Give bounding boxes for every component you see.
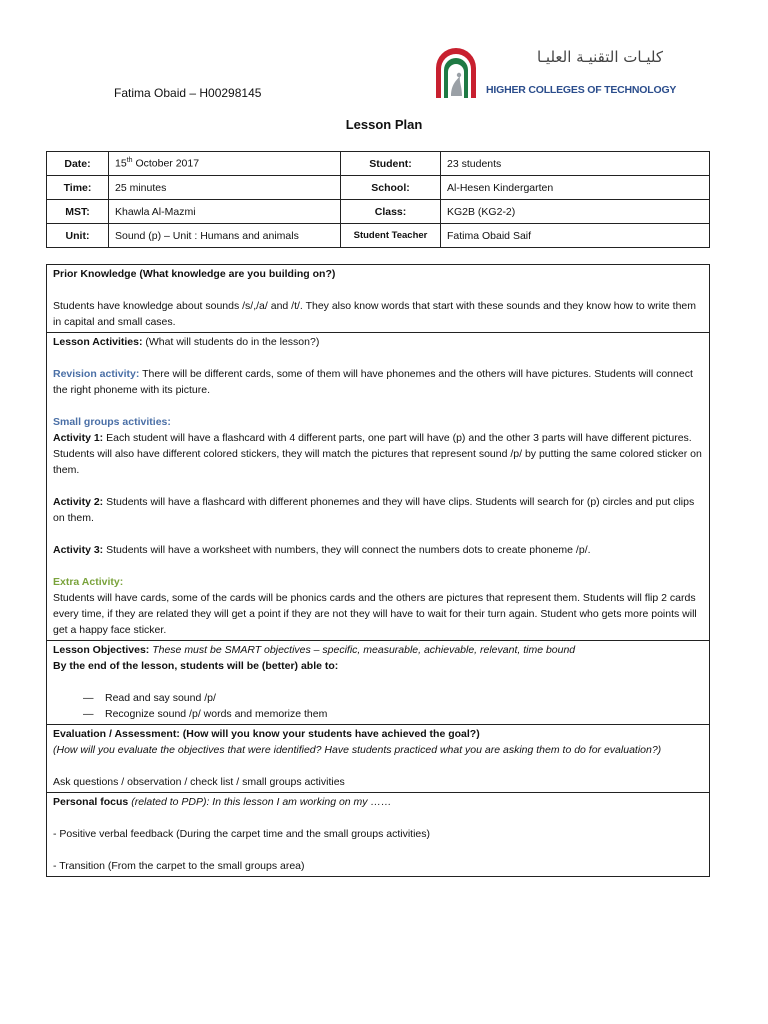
school-label: School: — [341, 176, 441, 200]
class-label: Class: — [341, 200, 441, 224]
evaluation-note: (How will you evaluate the objectives that were identified? Have students practiced what you are asking them to do for evaluation?) — [53, 744, 662, 756]
activity-2 — [53, 494, 703, 526]
objectives-intro: By the end of the lesson, students will be (better) able to: — [53, 660, 339, 672]
objective-text: Recognize sound /p/ words and memorize them — [105, 708, 328, 720]
class-value: KG2B (KG2-2) — [441, 200, 710, 224]
lesson-info-table — [46, 151, 710, 248]
date-rest: October 2017 — [132, 157, 200, 170]
page-title: Lesson Plan — [345, 117, 423, 132]
activity-3 — [53, 542, 703, 558]
logo-arabic-text: كليـات التقنيـة العليـا — [536, 48, 663, 66]
date-day: 15 — [115, 157, 127, 170]
time-value: 25 minutes — [109, 176, 341, 200]
unit-label: Unit: — [47, 224, 109, 248]
date-label: Date: — [47, 152, 109, 176]
list-item — [83, 690, 703, 706]
mst-label: MST: — [47, 200, 109, 224]
lesson-objectives-section — [46, 641, 710, 725]
activity-2-text: Students will have a flashcard with different phonemes and they will have clips. Students will search for (p) circles and put clips on them. — [53, 496, 695, 524]
objectives-heading: Lesson Objectives: — [53, 644, 150, 656]
date-value — [109, 152, 341, 176]
list-item — [83, 706, 703, 722]
dash-bullet: — — [83, 708, 94, 720]
lesson-activities-section — [46, 333, 710, 641]
author-name: Fatima Obaid – H00298145 — [114, 86, 262, 100]
personal-focus-section — [46, 793, 710, 877]
personal-item-1: - Positive verbal feedback (During the carpet time and the small groups activities) — [53, 828, 431, 840]
evaluation-heading: Evaluation / Assessment: (How will you know your students have achieved the goal?) — [53, 728, 480, 740]
student-value: 23 students — [441, 152, 710, 176]
info-row-unit — [47, 224, 710, 248]
logo-english-text: HIGHER COLLEGES OF TECHNOLOGY — [486, 84, 677, 96]
activity-3-label: Activity 3: — [53, 544, 104, 556]
extra-activity-label: Extra Activity: — [53, 576, 124, 588]
objectives-list — [53, 690, 703, 722]
time-label: Time: — [47, 176, 109, 200]
date-suffix: th — [126, 157, 133, 165]
activity-3-text: Students will have a worksheet with numbers, they will connect the numbers dots to create phoneme /p/. — [103, 544, 591, 556]
activity-2-label: Activity 2: — [53, 496, 104, 508]
objectives-note: These must be SMART objectives – specific, measurable, achievable, relevant, time bound — [149, 644, 576, 656]
lesson-plan-body — [46, 264, 710, 877]
info-row-time — [47, 176, 710, 200]
personal-heading: Personal focus — [53, 796, 129, 808]
student-teacher-value: Fatima Obaid Saif — [441, 224, 710, 248]
prior-text: Students have knowledge about sounds /s/,/a/ and /t/. They also know words that start with these sounds and they know how to write them in capital and small cases. — [53, 300, 697, 328]
prior-question: (What knowledge are you building on?) — [136, 268, 336, 280]
mst-value: Khawla Al-Mazmi — [109, 200, 341, 224]
personal-item-2: - Transition (From the carpet to the small groups area) — [53, 860, 305, 872]
revision-label: Revision activity: — [53, 368, 140, 380]
activity-1 — [53, 430, 703, 478]
evaluation-text: Ask questions / observation / check list / small groups activities — [53, 776, 345, 788]
revision-activity — [53, 366, 703, 398]
student-teacher-label: Student Teacher — [341, 224, 441, 248]
info-row-date — [47, 152, 710, 176]
school-value: Al-Hesen Kindergarten — [441, 176, 710, 200]
evaluation-section — [46, 725, 710, 793]
hct-emblem-icon — [433, 46, 479, 100]
personal-note: (related to PDP): In this lesson I am working on my …… — [128, 796, 392, 808]
prior-knowledge-section — [46, 264, 710, 333]
prior-heading: Prior Knowledge — [53, 268, 137, 280]
hct-logo — [433, 46, 677, 102]
activity-1-text: Each student will have a flashcard with 4 different parts, one part will have (p) and the other 3 parts will have different pictures. Students will also have different colored stickers, they will match the pictures that represent sound /p/ by putting the same colored sticker on them. — [53, 432, 702, 476]
objective-text: Read and say sound /p/ — [105, 692, 216, 704]
activities-heading: Lesson Activities: — [53, 336, 143, 348]
student-label: Student: — [341, 152, 441, 176]
extra-activity-text: Students will have cards, some of the cards will be phonics cards and the others are pictures that represent them. Students will flip 2 cards every time, if they are related they will get a point if they are not they will have to wait for their turn again. Student who gets more points will get a happy face sticker. — [53, 592, 697, 636]
dash-bullet: — — [83, 692, 94, 704]
small-groups-label: Small groups activities: — [53, 416, 171, 428]
activity-1-label: Activity 1: — [53, 432, 104, 444]
unit-value: Sound (p) – Unit : Humans and animals — [109, 224, 341, 248]
activities-question: (What will students do in the lesson?) — [142, 336, 320, 348]
info-row-mst — [47, 200, 710, 224]
revision-text: There will be different cards, some of them will have phonemes and the others will have pictures. Students will connect the right phoneme with its picture. — [53, 368, 693, 396]
